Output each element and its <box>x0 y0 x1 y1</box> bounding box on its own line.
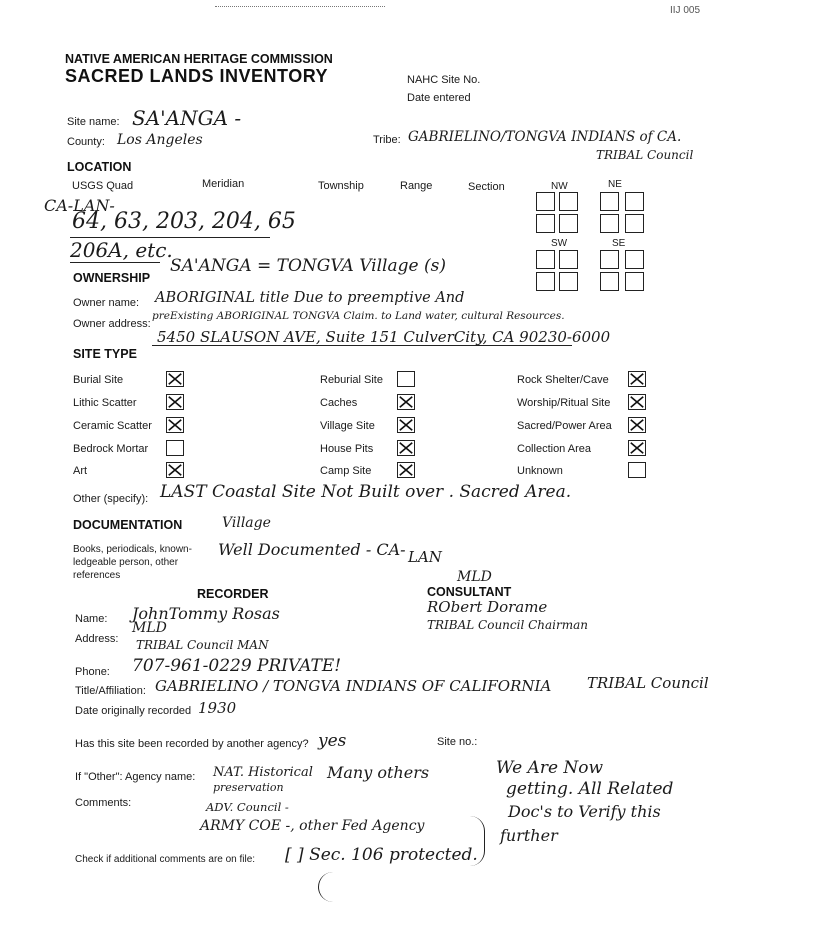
site-type-label-ceramic-scatter: Ceramic Scatter <box>73 420 152 432</box>
site-name-value: SA'ANGA - <box>132 106 242 130</box>
quad-box[interactable] <box>600 192 619 211</box>
site-type-label-unknown: Unknown <box>517 465 563 477</box>
date-recorded-value: 1930 <box>198 699 237 717</box>
ownership-heading: OWNERSHIP <box>73 271 151 285</box>
site-type-checkbox-bedrock-mortar[interactable] <box>166 440 184 456</box>
title-affiliation-value-2: TRIBAL Council <box>587 674 709 692</box>
site-type-checkbox-unknown[interactable] <box>628 462 646 478</box>
other-specify-value: LAST Coastal Site Not Built over . Sacred Area. <box>160 482 572 502</box>
books-value-2: LAN <box>408 548 442 566</box>
site-type-checkbox-sacred-power-area[interactable] <box>628 417 646 433</box>
many-others: Many others <box>327 763 430 782</box>
site-type-checkbox-rock-shelter-cave[interactable] <box>628 371 646 387</box>
site-type-label-burial-site: Burial Site <box>73 374 124 386</box>
other-agency-question: Has this site been recorded by another agency? <box>75 738 309 750</box>
quad-box[interactable] <box>625 214 644 233</box>
consultant-title: TRIBAL Council Chairman <box>427 618 589 632</box>
comments-label: Comments: <box>75 797 132 809</box>
recorder-name-label: Name: <box>75 613 108 625</box>
site-type-label-rock-shelter-cave: Rock Shelter/Cave <box>517 374 609 386</box>
date-entered-label: Date entered <box>407 92 471 104</box>
top-fragment: IIJ 005 <box>670 5 701 16</box>
site-type-label-house-pits: House Pits <box>320 443 374 455</box>
consultant-name: RObert Dorame <box>427 598 548 616</box>
site-type-checkbox-camp-site[interactable] <box>397 462 415 478</box>
site-type-checkbox-village-site[interactable] <box>397 417 415 433</box>
tribe-value: GABRIELINO/TONGVA INDIANS of CA. <box>408 129 682 145</box>
note-line-2: getting. All Related <box>506 779 674 799</box>
site-type-label-village-site: Village Site <box>320 420 375 432</box>
quad-box[interactable] <box>536 214 555 233</box>
location-underline-2 <box>70 262 160 263</box>
site-type-checkbox-house-pits[interactable] <box>397 440 415 456</box>
quad-se-label: SE <box>612 238 626 249</box>
site-type-checkbox-collection-area[interactable] <box>628 440 646 456</box>
quad-box[interactable] <box>600 272 619 291</box>
date-recorded-label: Date originally recorded <box>75 705 192 717</box>
form-title: SACRED LANDS INVENTORY <box>65 66 329 86</box>
quad-sw-label: SW <box>551 238 568 249</box>
title-affiliation-value: GABRIELINO / TONGVA INDIANS OF CALIFORNIA <box>155 677 552 695</box>
location-hw-2: 64, 63, 203, 204, 65 <box>72 209 296 234</box>
col-usgs-quad: USGS Quad <box>72 180 134 192</box>
other-specify-label: Other (specify): <box>73 493 149 505</box>
site-no-label: NAHC Site No. <box>407 74 481 86</box>
phone-label: Phone: <box>75 666 110 678</box>
owner-address-value: preExisting ABORIGINAL TONGVA Claim. to Land water, cultural Resources. <box>152 310 565 322</box>
location-heading: LOCATION <box>67 160 132 174</box>
site-type-checkbox-reburial-site[interactable] <box>397 371 415 387</box>
note-line-1: We Are Now <box>496 758 604 778</box>
county-label: County: <box>67 136 105 148</box>
quad-box[interactable] <box>536 192 555 211</box>
phone-value: 707-961-0229 PRIVATE! <box>132 656 342 676</box>
quad-box[interactable] <box>559 250 578 269</box>
recorder-name-value: JohnTommy Rosas <box>132 604 280 623</box>
quad-box[interactable] <box>559 192 578 211</box>
quad-box[interactable] <box>625 250 644 269</box>
site-type-heading: SITE TYPE <box>73 347 137 361</box>
other-agency-answer: yes <box>318 731 347 751</box>
quad-box[interactable] <box>600 214 619 233</box>
documentation-heading: DOCUMENTATION <box>73 518 183 532</box>
col-section: Section <box>468 181 505 193</box>
site-type-checkbox-art[interactable] <box>166 462 184 478</box>
recorder-address-value: MLD <box>132 620 167 636</box>
consultant-heading: CONSULTANT <box>427 585 512 599</box>
owner-address-label: Owner address: <box>73 318 151 330</box>
org-title: NATIVE AMERICAN HERITAGE COMMISSION <box>65 52 333 66</box>
handwritten-arc <box>318 872 345 902</box>
quad-ne-label: NE <box>608 179 622 190</box>
recorder-heading: RECORDER <box>197 587 269 601</box>
quad-box[interactable] <box>559 214 578 233</box>
site-type-checkbox-ceramic-scatter[interactable] <box>166 417 184 433</box>
quad-box[interactable] <box>536 250 555 269</box>
note-line-3: Doc's to Verify this <box>508 802 661 821</box>
agency-name-value-2: preservation <box>213 781 284 794</box>
site-type-label-bedrock-mortar: Bedrock Mortar <box>73 443 149 455</box>
site-type-label-worship-ritual-site: Worship/Ritual Site <box>517 397 611 409</box>
site-type-label-lithic-scatter: Lithic Scatter <box>73 397 137 409</box>
other-site-no-label: Site no.: <box>437 736 478 748</box>
site-type-checkbox-lithic-scatter[interactable] <box>166 394 184 410</box>
quad-box[interactable] <box>625 192 644 211</box>
location-hw-3: 206A, etc. <box>70 238 173 262</box>
quad-box[interactable] <box>625 272 644 291</box>
col-meridian: Meridian <box>202 178 245 190</box>
documentation-village: Village <box>222 515 271 531</box>
site-type-label-art: Art <box>73 465 88 477</box>
agency-name-value: NAT. Historical <box>213 765 313 780</box>
recorder-address-value-2: TRIBAL Council MAN <box>136 638 269 652</box>
site-type-checkbox-burial-site[interactable] <box>166 371 184 387</box>
site-type-label-collection-area: Collection Area <box>517 443 591 455</box>
ownership-village: SA'ANGA = TONGVA Village (s) <box>170 256 446 276</box>
col-range: Range <box>400 180 433 192</box>
check-comments-label: Check if additional comments are on file: <box>75 854 256 865</box>
quad-box[interactable] <box>536 272 555 291</box>
site-name-label: Site name: <box>67 116 120 128</box>
tribe-label: Tribe: <box>373 134 401 146</box>
consultant-mld: MLD <box>457 569 492 585</box>
county-value: Los Angeles <box>117 132 203 148</box>
owner-name-value: ABORIGINAL title Due to preemptive And <box>155 290 465 306</box>
agency-name-label: If "Other": Agency name: <box>75 771 196 783</box>
agency-name-value-4: ARMY COE -, other Fed Agency <box>200 818 425 834</box>
title-affiliation-label: Title/Affiliation: <box>75 685 146 697</box>
quad-box[interactable] <box>559 272 578 291</box>
recorder-address-label: Address: <box>75 633 119 645</box>
owner-address-value-2: 5450 SLAUSON AVE, Suite 151 CulverCity, CA 90230-6000 <box>157 328 611 346</box>
quad-nw-label: NW <box>551 181 568 192</box>
tribe-value-2: TRIBAL Council <box>596 148 694 162</box>
site-type-checkbox-worship-ritual-site[interactable] <box>628 394 646 410</box>
books-label-3: references <box>73 570 121 581</box>
check-comments-value: [ ] Sec. 106 protected. <box>285 845 478 865</box>
col-township: Township <box>318 180 364 192</box>
books-label-2: ledgeable person, other <box>73 557 179 568</box>
note-line-4: further <box>500 826 558 845</box>
agency-name-value-3: ADV. Council - <box>206 800 289 814</box>
site-type-label-caches: Caches <box>320 397 358 409</box>
site-type-label-reburial-site: Reburial Site <box>320 374 383 386</box>
site-type-label-sacred-power-area: Sacred/Power Area <box>517 420 612 432</box>
top-scan-marks <box>215 6 385 7</box>
quad-box[interactable] <box>600 250 619 269</box>
books-value: Well Documented - CA- <box>218 540 406 559</box>
site-type-label-camp-site: Camp Site <box>320 465 372 477</box>
books-label-1: Books, periodicals, known- <box>73 544 192 555</box>
owner-address-underline <box>152 345 572 346</box>
site-type-checkbox-caches[interactable] <box>397 394 415 410</box>
owner-name-label: Owner name: <box>73 297 140 309</box>
location-hw-1: CA-LAN- <box>44 196 115 215</box>
